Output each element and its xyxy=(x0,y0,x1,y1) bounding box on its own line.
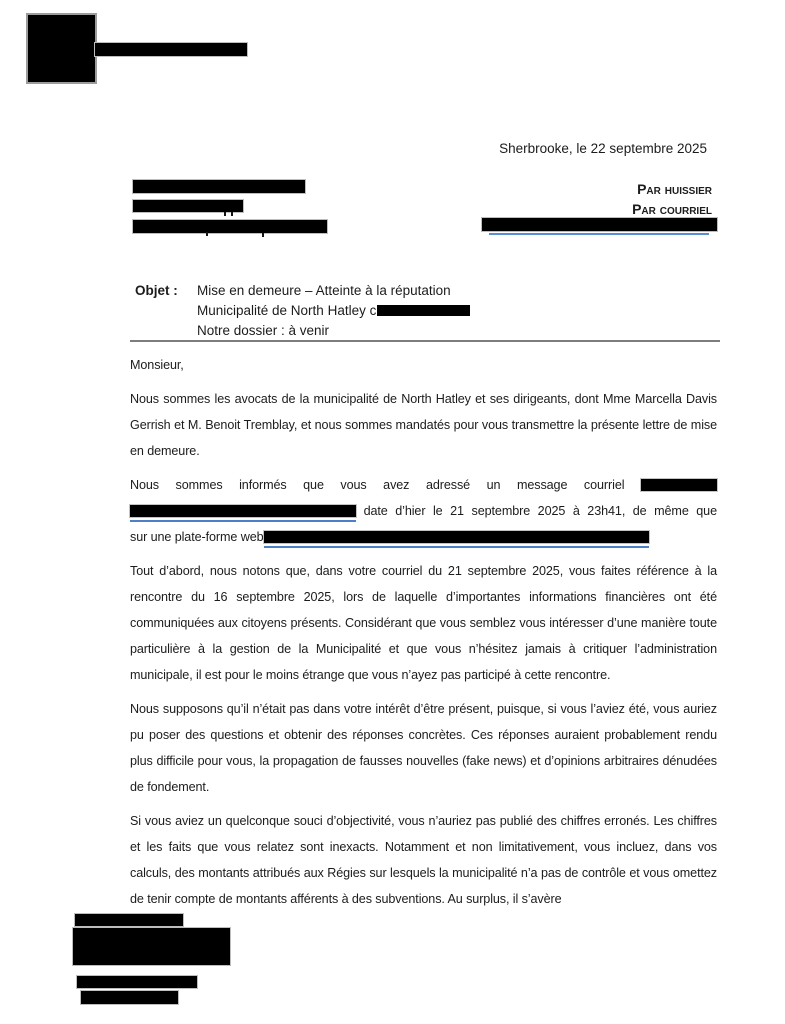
paragraph-1: Nous sommes les avocats de la municipalité de North Hatley et ses dirigeants, dont Mme Marcella Davis Gerrish et M. Benoit Tremblay, et nous sommes mandatés pour vous transmettre la présente lettre de mise en demeure. xyxy=(130,392,717,458)
paragraph-2 xyxy=(130,472,717,550)
redacted-footer-line-1 xyxy=(75,914,183,926)
redacted-footer-line-3 xyxy=(81,991,178,1004)
divider-line xyxy=(130,340,720,342)
city-date-line: Sherbrooke, le 22 septembre 2025 xyxy=(499,141,707,156)
paragraph-5: Si vous aviez un quelconque souci d’objectivité, vous n’auriez pas publié des chiffres erronés. Les chiffres et les faits que vous relatez sont inexacts. Notamment et non limitativement, vous incluez, dans vos calculs, des montants attribués aux Régies sur lesquels la municipalité n’a pas de contrôle et vous omettez de tenir compte de montants afférents à des subventions. Au surplus, il s’avère xyxy=(130,814,717,906)
redaction-artifact xyxy=(262,233,264,237)
delivery-method-courriel: Par courriel xyxy=(632,201,712,217)
delivery-method-huissier: Par huissier xyxy=(637,181,712,197)
subject-line-2: Municipalité de North Hatley c xyxy=(197,301,470,321)
paragraph-4: Nous supposons qu’il n’était pas dans votre intérêt d’être présent, puisque, si vous l’aviez été, vous auriez pu poser des questions et obtenir des réponses concrètes. Ces réponses auraient probablement rendu plus difficile pour vous, la propagation de fausses nouvelles (fake news) et d’opinions arbitraires dénudées de fondement. xyxy=(130,702,717,794)
redacted-firm-wordmark xyxy=(95,43,247,56)
redaction-artifact xyxy=(231,212,233,216)
delivery-methods xyxy=(632,179,712,219)
redacted-defendant-name xyxy=(377,305,470,316)
subject-label: Objet : xyxy=(135,283,178,298)
redacted-recipient-city-line xyxy=(133,220,327,233)
redacted-email-mention xyxy=(641,479,717,491)
redaction-artifact xyxy=(224,212,226,216)
redaction-artifact xyxy=(206,232,208,236)
paragraph-2-line-1: Nous sommes informés que vous avez adressé un message courriel xyxy=(130,472,717,498)
redacted-recipient-address-line xyxy=(133,200,243,212)
salutation: Monsieur, xyxy=(130,358,184,372)
redacted-recipient-name xyxy=(133,180,305,193)
redacted-email-hyperlink-underline xyxy=(489,233,709,235)
redacted-logo xyxy=(28,15,95,82)
redacted-email-hyperlink xyxy=(130,504,356,522)
redacted-footer-block xyxy=(73,928,230,965)
letter-body xyxy=(130,352,717,912)
subject-line-3: Notre dossier : à venir xyxy=(197,323,330,338)
redacted-footer-line-2 xyxy=(77,976,197,988)
paragraph-2-line-3: sur une plate-forme web xyxy=(130,524,717,550)
subject-block xyxy=(135,281,470,341)
redacted-email-address xyxy=(482,218,717,231)
paragraph-3: Tout d’abord, nous notons que, dans votre courriel du 21 septembre 2025, vous faites référence à la rencontre du 16 septembre 2025, lors de laquelle d’importantes informations financières ont été communiquées aux citoyens présents. Considérant que vous semblez vous intéresser d’une manière toute particulière à la gestion de la Municipalité et que vous n’hésitez jamais à critiquer l’administration municipale, il est pour le moins étrange que vous n’ayez pas participé à cette rencontre. xyxy=(130,564,717,682)
redacted-web-platform-link xyxy=(264,530,649,548)
paragraph-2-line-2: date d’hier le 21 septembre 2025 à 23h41, de même que xyxy=(130,498,717,524)
subject-line-1: Mise en demeure – Atteinte à la réputation xyxy=(197,283,451,298)
